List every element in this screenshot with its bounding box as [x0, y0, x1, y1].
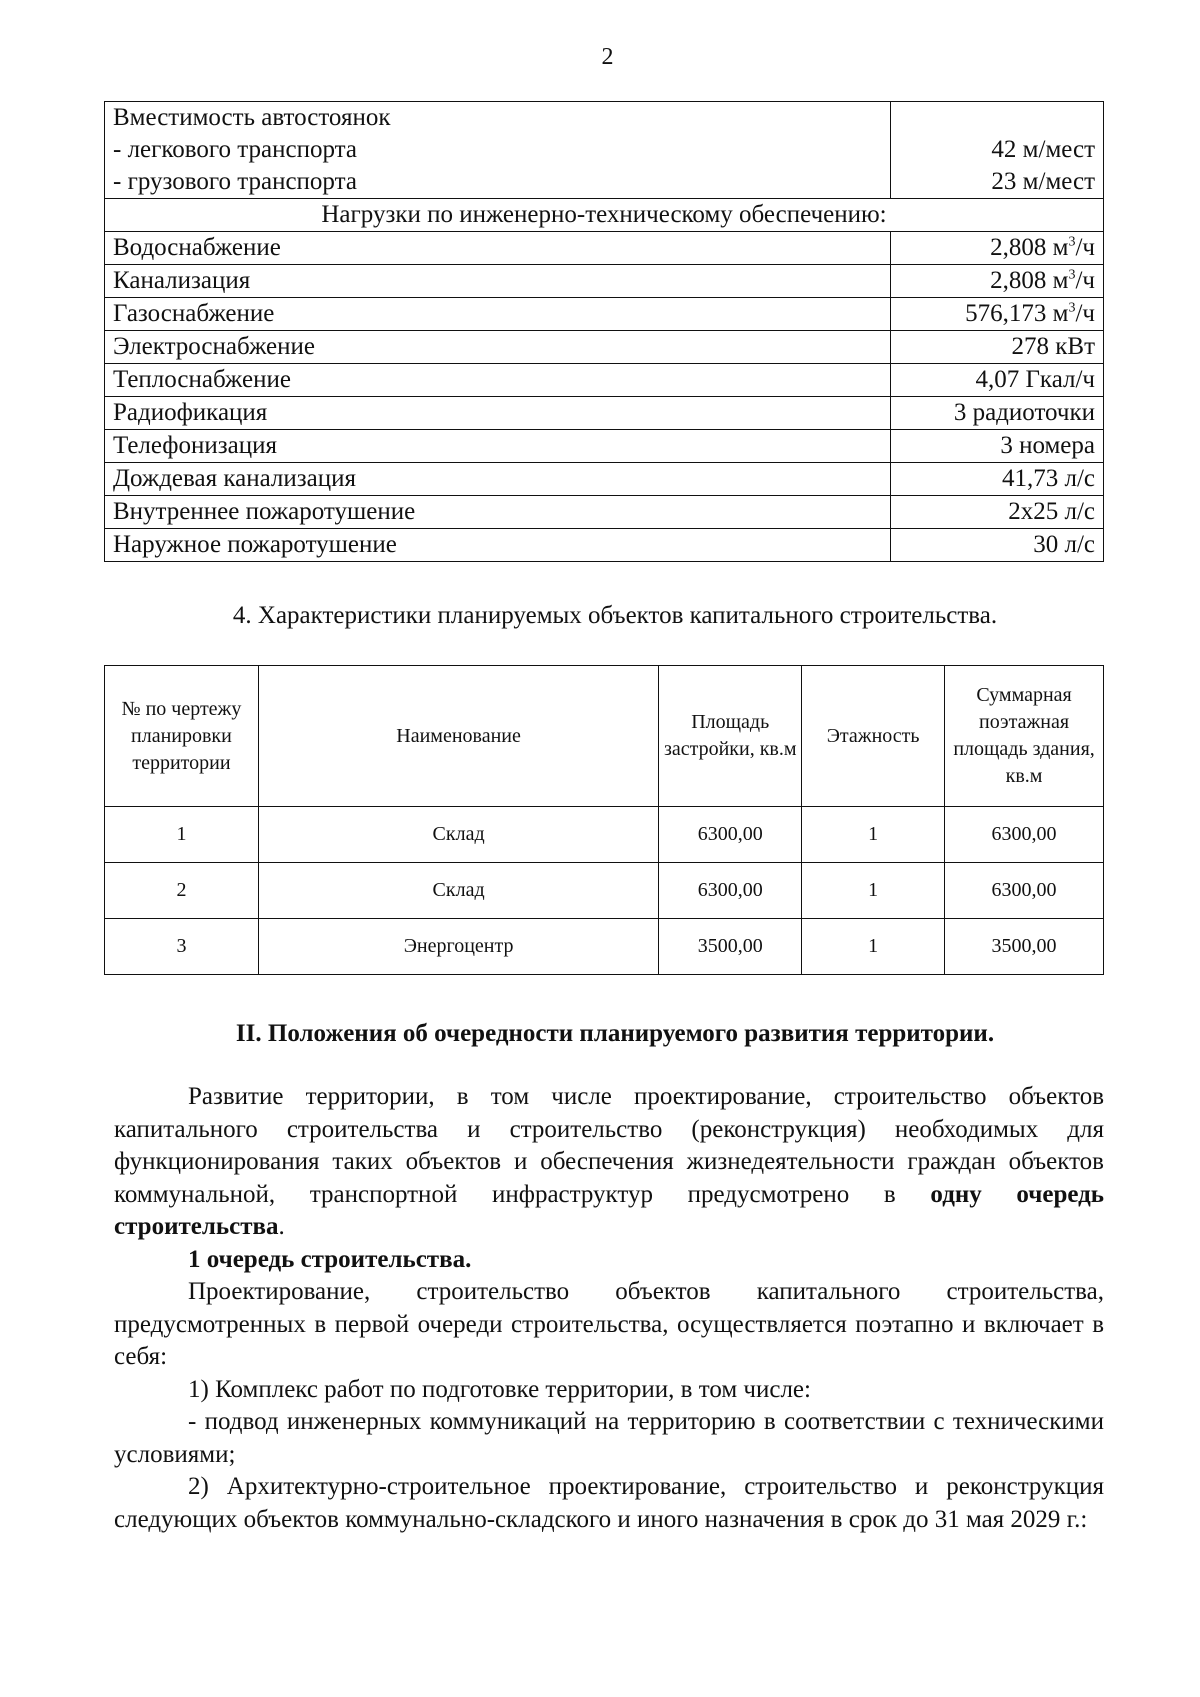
list-item-1-sub: - подвод инженерных коммуникаций на территорию в соответствии с техническими условиями; — [114, 1408, 1104, 1468]
load-label: Внутреннее пожаротушение — [105, 496, 891, 529]
load-label: Теплоснабжение — [105, 364, 891, 397]
column-header: Этажность — [802, 666, 945, 807]
parking-values-cell — [891, 102, 1104, 199]
cell-area: 6300,00 — [659, 807, 802, 863]
table-row — [105, 298, 1104, 331]
cell-floors: 1 — [802, 919, 945, 975]
load-value: 2,808 $м^3/ч$ — [891, 232, 1104, 265]
table-row — [105, 397, 1104, 430]
load-value: 3 номера — [891, 430, 1104, 463]
list-item-2: 2) Архитектурно-строительное проектирование, строительство и реконструкция следующих объектов коммунально-складского и иного назначения в срок до 31 мая 2029 г.: — [114, 1473, 1104, 1533]
parking-cars-label: - легкового транспорта — [113, 136, 357, 163]
column-header: № по чертежу планировки территории — [105, 666, 259, 807]
cell-name: Энергоцентр — [258, 919, 658, 975]
stage-heading: 1 очередь строительства. — [188, 1245, 472, 1273]
cell-total-area: 3500,00 — [945, 919, 1104, 975]
parking-trucks-label: - грузового транспорта — [113, 168, 357, 195]
load-value: 30 л/с — [891, 529, 1104, 562]
table-row — [105, 496, 1104, 529]
cell-number: 1 — [105, 807, 259, 863]
objects-table — [104, 665, 1104, 975]
load-label: Наружное пожаротушение — [105, 529, 891, 562]
table-row — [105, 807, 1104, 863]
load-label: Телефонизация — [105, 430, 891, 463]
table-row — [105, 331, 1104, 364]
paragraph-development: Развитие территории, в том числе проектирование, строительство объектов капитального строительства и строительство (реконструкция) необходимых для функционирования таких объектов и обеспечения жизнедеятельности граждан объектов коммунальной, транспортной инфраструктур предусмотрено в одну очередь строительства. — [114, 1083, 1105, 1240]
list-item-1: 1) Комплекс работ по подготовке территории, в том числе: — [188, 1375, 811, 1403]
body-text — [114, 1081, 1104, 1536]
load-label: Канализация — [105, 265, 891, 298]
objects-table-header — [105, 666, 1104, 807]
table-row — [105, 364, 1104, 397]
load-value: 576,173 $м^3/ч$ — [891, 298, 1104, 331]
column-header: Площадь застройки, кв.м — [659, 666, 802, 807]
table-row — [105, 265, 1104, 298]
parking-cars-value: 42 м/мест — [991, 136, 1095, 163]
parking-labels-cell — [105, 102, 891, 199]
engineering-loads-table — [104, 101, 1104, 562]
cell-name: Склад — [258, 863, 658, 919]
parking-row — [105, 102, 1104, 199]
loads-header: Нагрузки по инженерно-техническому обеспечению: — [105, 199, 1104, 232]
page-number: 2 — [601, 44, 614, 70]
parking-title: Вместимость автостоянок — [113, 104, 391, 131]
table-row — [105, 529, 1104, 562]
cell-number: 3 — [105, 919, 259, 975]
cell-floors: 1 — [802, 863, 945, 919]
table-row — [105, 863, 1104, 919]
section2-heading: II. Положения об очередности планируемого развития территории. — [235, 1020, 995, 1047]
column-header: Суммарная поэтажная площадь здания, кв.м — [945, 666, 1104, 807]
load-value: 41,73 л/с — [891, 463, 1104, 496]
load-value: 278 кВт — [891, 331, 1104, 364]
load-label: Дождевая канализация — [105, 463, 891, 496]
load-value: 3 радиоточки — [891, 397, 1104, 430]
table-row — [105, 463, 1104, 496]
cell-total-area: 6300,00 — [945, 807, 1104, 863]
parking-trucks-value: 23 м/мест — [991, 168, 1095, 195]
table-row — [105, 919, 1104, 975]
cell-area: 3500,00 — [659, 919, 802, 975]
cell-number: 2 — [105, 863, 259, 919]
load-value: 4,07 Гкал/ч — [891, 364, 1104, 397]
load-label: Радиофикация — [105, 397, 891, 430]
column-header: Наименование — [258, 666, 658, 807]
cell-name: Склад — [258, 807, 658, 863]
load-value: 2х25 л/с — [891, 496, 1104, 529]
table-row — [105, 430, 1104, 463]
table-row — [105, 232, 1104, 265]
load-value: 2,808 $м^3/ч$ — [891, 265, 1104, 298]
paragraph-stage-description: Проектирование, строительство объектов капитального строительства, предусмотренных в первой очереди строительства, осуществляется поэтапно и включает в себя: — [114, 1278, 1104, 1370]
section4-title: 4. Характеристики планируемых объектов капитального строительства. — [232, 602, 998, 629]
load-label: Электроснабжение — [105, 331, 891, 364]
load-label: Водоснабжение — [105, 232, 891, 265]
cell-total-area: 6300,00 — [945, 863, 1104, 919]
load-label: Газоснабжение — [105, 298, 891, 331]
cell-floors: 1 — [802, 807, 945, 863]
loads-header-row — [105, 199, 1104, 232]
cell-area: 6300,00 — [659, 863, 802, 919]
